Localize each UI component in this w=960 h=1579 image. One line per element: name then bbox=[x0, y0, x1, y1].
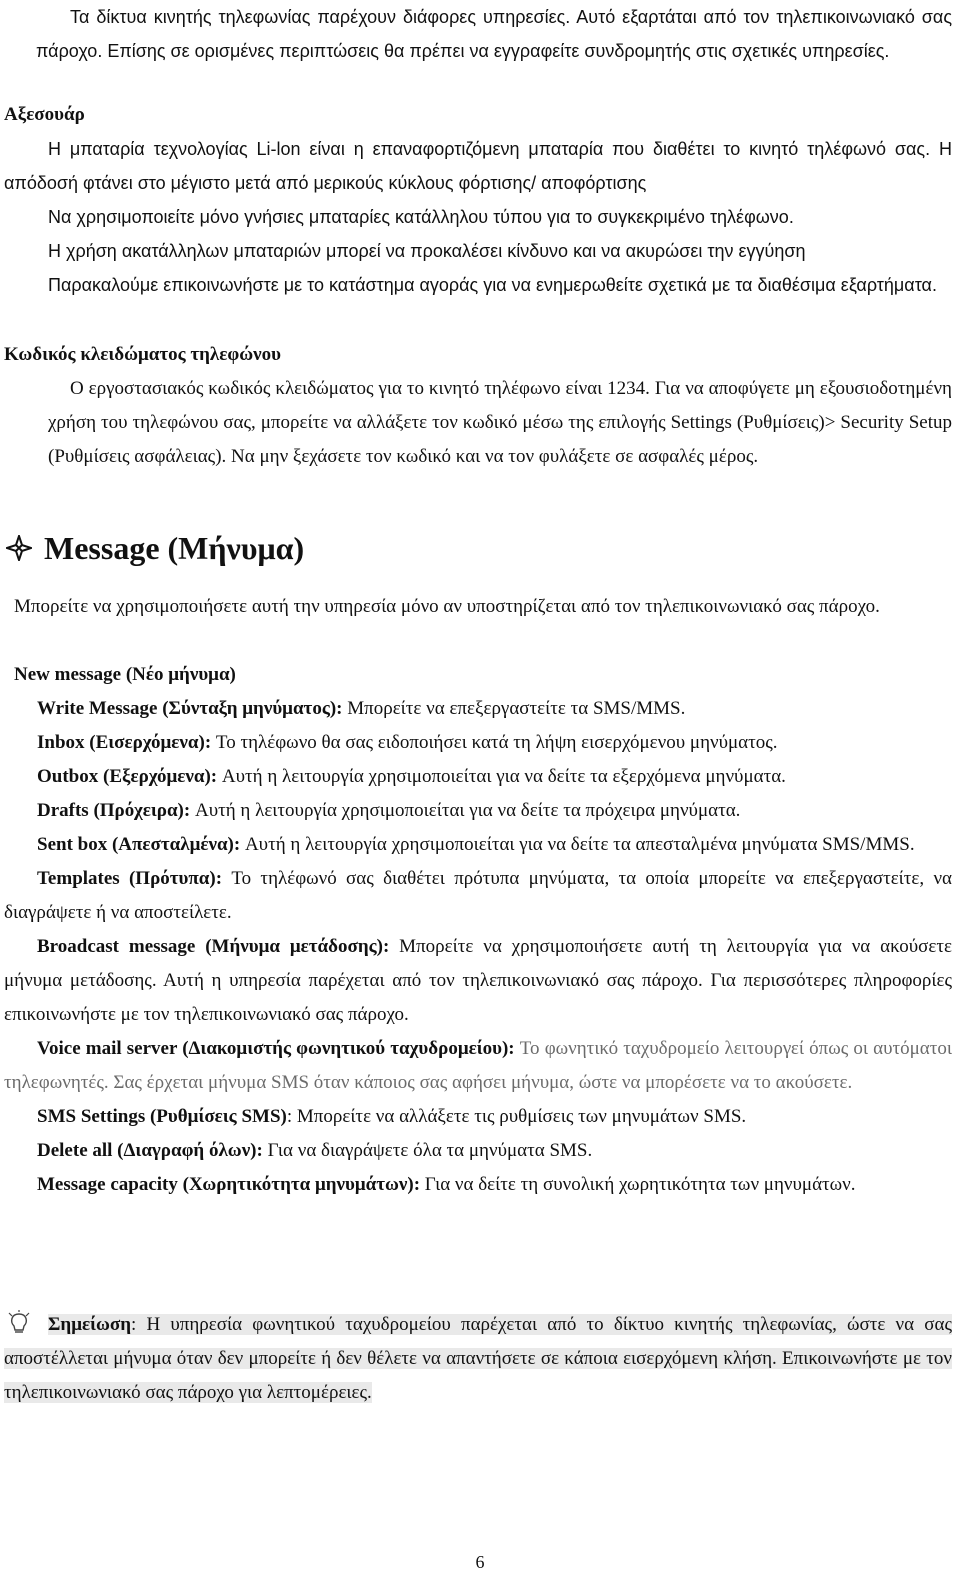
item-label: Inbox (Εισερχόμενα): bbox=[37, 732, 212, 753]
intro-paragraph: Τα δίκτυα κινητής τηλεφωνίας παρέχουν διάφορες υπηρεσίες. Αυτό εξαρτάται από τον τηλεπικοινωνιακό σας πάροχο. Επίσης σε ορισμένες περιπτώσεις θα πρέπει να εγγραφείτε συνδρομητής στις σχετικές υπηρεσίες. bbox=[36, 7, 952, 61]
list-item bbox=[4, 862, 952, 930]
item-label: Broadcast message (Μήνυμα μετάδοσης): bbox=[37, 936, 390, 957]
diamond-bullet-icon bbox=[6, 535, 32, 561]
list-item bbox=[4, 1032, 952, 1100]
list-item bbox=[4, 1134, 952, 1168]
item-label: Templates (Πρότυπα): bbox=[37, 868, 223, 889]
note-box bbox=[0, 1306, 952, 1406]
list-item bbox=[4, 1100, 952, 1134]
item-label: Sent box (Απεσταλμένα): bbox=[37, 834, 241, 855]
list-item bbox=[4, 760, 952, 794]
accessory-para-3: Η χρήση ακατάλληλων μπαταριών μπορεί να προκαλέσει κίνδυνο και να ακυρώσει την εγγύηση bbox=[48, 241, 806, 261]
list-item bbox=[4, 726, 952, 760]
note-text: : Η υπηρεσία φωνητικού ταχυδρομείου παρέχεται από το δίκτυο κινητής τηλεφωνίας, ώστε να σας αποστέλλεται μήνυμα όταν δεν μπορείτε ή δεν θέλετε να απαντήσετε σε κάποια εισερχόμενη κλήση. Επικοινωνήστε με τον τηλεπικοινωνιακό σας πάροχο για λεπτομέρειες. bbox=[4, 1314, 952, 1403]
list-item bbox=[4, 930, 952, 1032]
item-text: Για να δείτε τη συνολική χωρητικότητα των μηνυμάτων. bbox=[420, 1174, 856, 1195]
item-label: Outbox (Εξερχόμενα): bbox=[37, 766, 218, 787]
accessory-para-1 bbox=[4, 132, 952, 200]
page-number: 6 bbox=[475, 1552, 485, 1572]
message-items-list bbox=[4, 692, 952, 1202]
item-text: Μπορείτε να χρησιμοποιήσετε αυτή τη λειτουργία για να ακούσετε μήνυμα μετάδοσης. Αυτή η υπηρεσία παρέχεται από τον τηλεπικοινωνιακό σας πάροχο. Για περισσότερες πληροφορίες επικοινωνήστε με τον τηλεπικοινωνιακό σας πάροχο. bbox=[4, 936, 952, 1025]
note-label: Σημείωση bbox=[48, 1314, 132, 1335]
item-label: Write Message (Σύνταξη μηνύματος): bbox=[37, 698, 343, 719]
item-label: Delete all (Διαγραφή όλων): bbox=[37, 1140, 263, 1161]
accessory-para-4: Παρακαλούμε επικοινωνήστε με το κατάστημα αγοράς για να ενημερωθείτε σχετικά με τα διαθέσιμα εξαρτήματα. bbox=[48, 275, 937, 295]
item-text: Αυτή η λειτουργία χρησιμοποιείται για να δείτε τα πρόχειρα μηνύματα. bbox=[190, 800, 741, 821]
item-text: Το φωνητικό ταχυδρομείο λειτουργεί όπως οι αυτόματοι τηλεφωνητές. Σας έρχεται μήνυμα SMS όταν κάποιος σας αφήσει μήνυμα, ώστε να μπορέσετε να το ακούσετε. bbox=[4, 1038, 953, 1093]
item-label: SMS Settings (Ρυθμίσεις SMS) bbox=[37, 1106, 287, 1127]
accessory-para-2: Να χρησιμοποιείτε μόνο γνήσιες μπαταρίες κατάλληλου τύπου για το συγκεκριμένο τηλέφωνο. bbox=[48, 207, 794, 227]
accessory-title: Αξεσουάρ bbox=[4, 104, 85, 125]
accessory-para-1-b: Η απόδοσή φτάνει στο μέγιστο μετά από μερικούς κύκλους φόρτισης/ αποφόρτισης bbox=[4, 139, 952, 193]
item-text: : Μπορείτε να αλλάξετε τις ρυθμίσεις των μηνυμάτων SMS. bbox=[286, 1106, 747, 1127]
item-label: Drafts (Πρόχειρα): bbox=[37, 800, 191, 821]
list-item bbox=[4, 692, 952, 726]
item-text: Αυτή η λειτουργία χρησιμοποιείται για να δείτε τα απεσταλμένα μηνύματα SMS/MMS. bbox=[240, 834, 915, 855]
lock-body: Ο εργοστασιακός κωδικός κλειδώματος για το κινητό τηλέφωνο είναι 1234. Για να αποφύγετε μη εξουσιοδοτημένη χρήση του τηλεφώνου σας, μπορείτε να αλλάξετε τον κωδικό μέσω της επιλογής Settings (Ρυθμίσεις)> Security Setup (Ρυθμίσεις ασφάλειας). Να μην ξεχάσετε τον κωδικό και να τον φυλάξετε σε ασφαλές μέρος. bbox=[48, 378, 952, 467]
list-item bbox=[4, 1168, 952, 1202]
item-text: Για να διαγράψετε όλα τα μηνύματα SMS. bbox=[262, 1140, 593, 1161]
message-intro: Μπορείτε να χρησιμοποιήσετε αυτή την υπηρεσία μόνο αν υποστηρίζεται από τον τηλεπικοινωνιακό σας πάροχο. bbox=[14, 596, 880, 617]
item-text: Το τηλέφωνό σας διαθέτει πρότυπα μηνύματα, τα οποία μπορείτε να επεξεργαστείτε, να διαγράψετε ή να αποστείλετε. bbox=[4, 868, 952, 923]
item-label: Message capacity (Χωρητικότητα μηνυμάτων): bbox=[37, 1174, 421, 1195]
list-item bbox=[4, 828, 952, 862]
lock-title: Κωδικός κλειδώματος τηλεφώνου bbox=[4, 344, 281, 365]
new-message-title: New message (Νέο μήνυμα) bbox=[14, 664, 236, 685]
item-text: Το τηλέφωνο θα σας ειδοποιήσει κατά τη λήψη εισερχόμενου μηνύματος. bbox=[211, 732, 778, 753]
item-text: Μπορείτε να επεξεργαστείτε τα SMS/MMS. bbox=[342, 698, 686, 719]
list-item bbox=[4, 794, 952, 828]
note-paragraph bbox=[4, 1308, 952, 1410]
accessory-para-1-a: Η μπαταρία τεχνολογίας Li-lon είναι η επαναφορτιζόμενη μπαταρία που διαθέτει το κινητό τηλέφωνό σας. bbox=[48, 139, 931, 159]
item-label: Voice mail server (Διακομιστής φωνητικού ταχυδρομείου): bbox=[37, 1038, 515, 1059]
item-text: Αυτή η λειτουργία χρησιμοποιείται για να δείτε τα εξερχόμενα μηνύματα. bbox=[217, 766, 786, 787]
message-heading-text: Message (Μήνυμα) bbox=[44, 530, 305, 566]
message-heading bbox=[6, 526, 304, 570]
